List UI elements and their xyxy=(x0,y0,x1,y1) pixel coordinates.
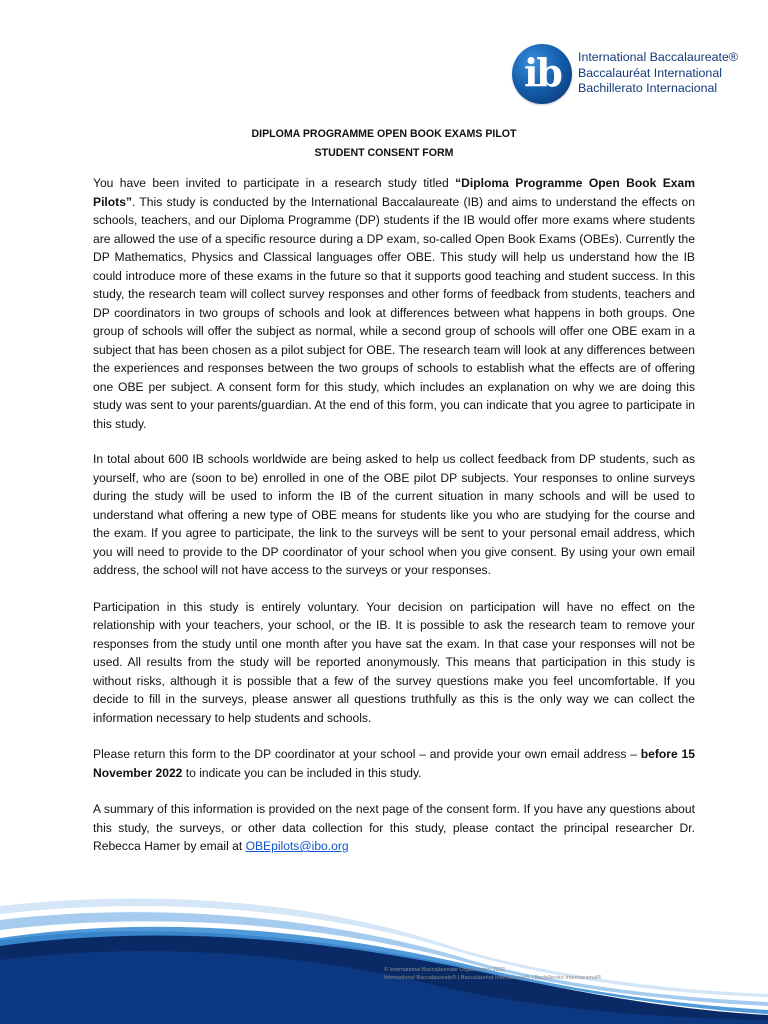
document-body xyxy=(93,174,695,856)
return-text-end: to indicate you can be included in this study. xyxy=(182,765,422,780)
ib-logo xyxy=(512,44,738,104)
paragraph-voluntary: Participation in this study is entirely voluntary. Your decision on participation will have no effect on the relationship with your teachers, your school, or the IB. It is possible to ask the research team to remove your responses from the study until one month after you have sat the exam. In that case your responses will not be used. All results from the study will be reported anonymously. This means that participation in this study is without risks, although it is possible that a few of the survey questions make you feel uncomfortable. If you decide to fill in the surveys, please answer all questions truthfully as this is the only way we can collect the information necessary to help students and schools. xyxy=(93,599,695,725)
intro-text-start: You have been invited to participate in a research study titled xyxy=(93,176,456,190)
return-text-start: Please return this form to the DP coordinator at your school – and provide your own email address – xyxy=(93,747,641,761)
intro-text-rest: . This study is conducted by the International Baccalaureate (IB) and aims to understand the effects on schools, teachers, and our Diploma Programme (DP) students if the IB would offer more exams where students are allowed the use of a specific resource during a DP exam, so-called Open Book Exams (OBEs). Currently the DP Mathematics, Physics and Classical languages offer OBE. This study will help us understand how the IB could introduce more of these exams in the future so that it supports good teaching and student success. In this study, the research team will collect survey responses and other forms of feedback from students, teachers and DP coordinators in two groups of schools and look at differences between what happens in both groups. One group of schools will offer the subject as normal, while a second group of schools will offer one OBE exam in a subject that has been chosen as a pilot subject for OBE. The research team will look at any differences between the experiences and responses between the two groups of schools to establish what the effects are of offering one OBE per subject. A consent form for this study, which includes an explanation on why we are doing this study was sent to your parents/guardian. At the end of this form, you can indicate that you agree to participate in this study. xyxy=(93,194,695,431)
paragraph-return-form xyxy=(93,745,695,782)
logo-line-spanish: Bachillerato Internacional xyxy=(578,81,718,95)
paragraph-participants: In total about 600 IB schools worldwide are being asked to help us collect feedback from DP students, such as yourself, who are (soon to be) enrolled in one of the OBE pilot DP subjects. Your responses to online surveys during the study will be used to inform the IB of the current situation in many schools and will be used to understand what offering a new type of OBE means for students like you who are studying for the course and the exam. If you agree to participate, the link to the surveys will be sent to your personal email address, which you will need to provide to the DP coordinator of your school when you give consent. By using your own email address, the school will not have access to the surveys or your responses. xyxy=(93,452,695,577)
deadline: before 15 November 2022 xyxy=(93,747,696,780)
logo-line-english: International Baccalaureate® xyxy=(578,50,738,64)
email-link[interactable]: OBEpilots@ibo.org xyxy=(245,839,349,853)
study-title: “Diploma Programme Open Book Exam Pilots” xyxy=(93,176,695,209)
ib-logo-letters: ib xyxy=(524,50,562,95)
logo-line-french: Baccalauréat International xyxy=(578,65,722,80)
title-line-1: DIPLOMA PROGRAMME OPEN BOOK EXAMS PILOT xyxy=(251,128,517,140)
contact-text: A summary of this information is provided on the next page of the consent form. If you have any questions about this study, the surveys, or other data collection for this study, please contact the principal researcher Dr. Rebecca Hamer by email at xyxy=(93,802,695,853)
ib-logo-text xyxy=(578,50,738,97)
footer-copyright xyxy=(384,966,764,982)
footer-wave-graphic xyxy=(0,880,768,1024)
paragraph-intro xyxy=(93,174,695,433)
title-line-2: STUDENT CONSENT FORM xyxy=(314,146,454,159)
paragraph-contact xyxy=(93,800,695,856)
ib-logo-icon xyxy=(512,44,572,104)
document-title xyxy=(0,125,768,162)
footer-line-2: International Baccalaureate® | Baccalauréat International® | Bachillerato Internacional® xyxy=(384,975,602,981)
footer-line-1: © International Baccalaureate Organization 2022 xyxy=(384,967,506,973)
